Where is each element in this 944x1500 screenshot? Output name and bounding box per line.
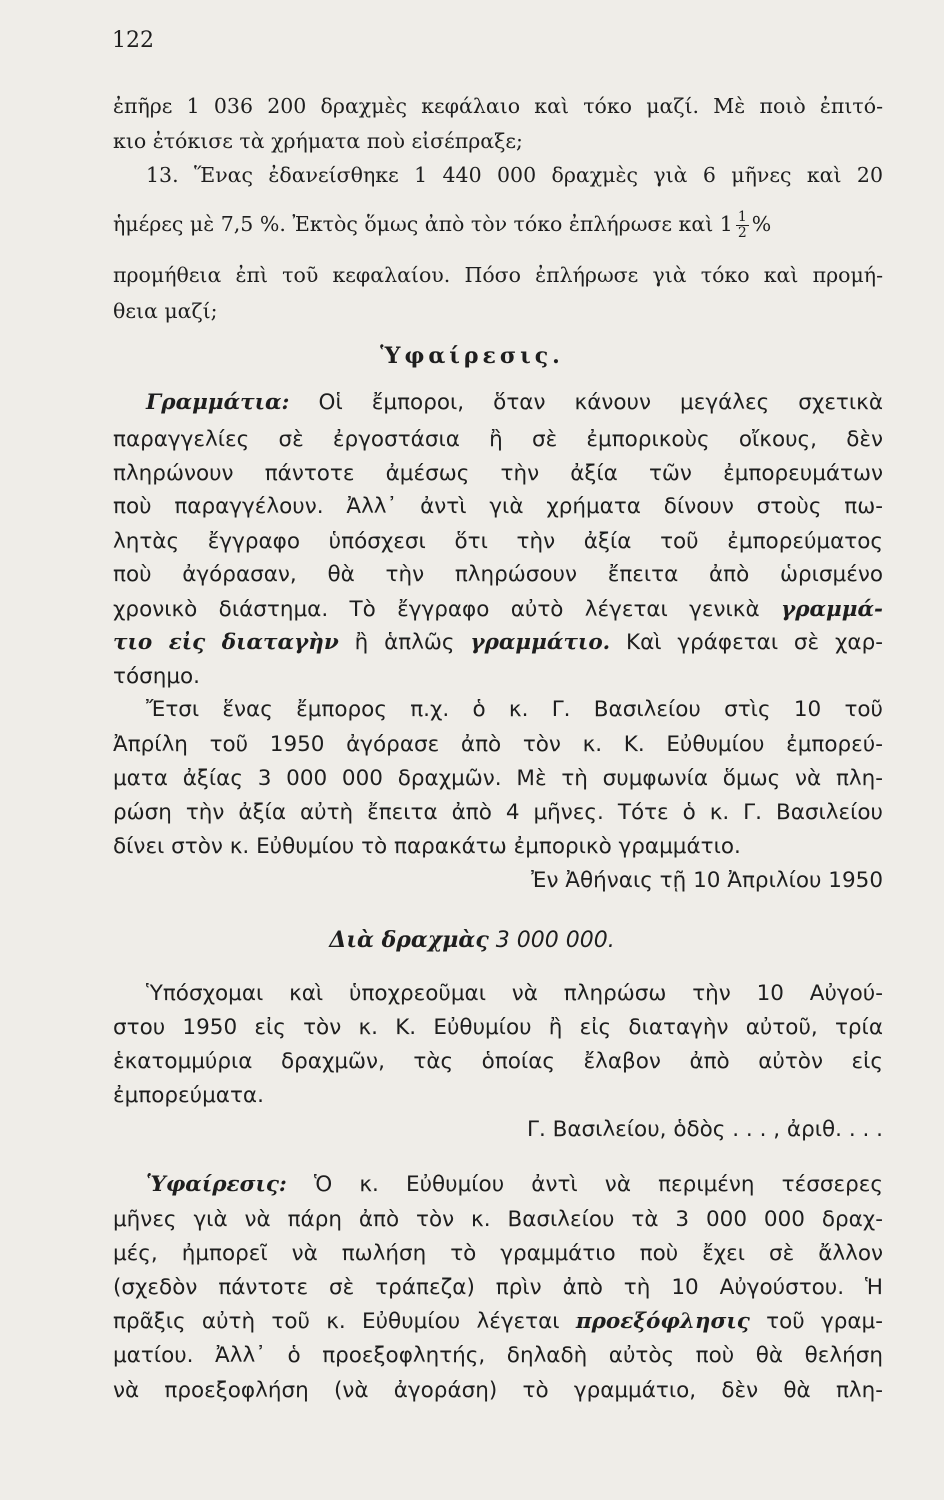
fraction-one-half (736, 210, 749, 241)
gram-line-1-rest: Οἱ ἔμποροι, ὅταν κάνουν μεγάλες σχετικὰ (289, 390, 883, 415)
term-yfairesis: Ὑφαίρεσις: (146, 1172, 287, 1197)
discount-line-5 (113, 1309, 883, 1335)
term-grammatio-hyphen: γραμμά- (781, 597, 883, 622)
example-line-1: Ἔτσι ἕνας ἔμπορος π.χ. ὁ κ. Γ. Βασιλείου στὶς 10 τοῦ (146, 697, 883, 722)
note-amount-value: 3 000 000. (495, 928, 615, 953)
discount-line-3: μές, ἠμπορεῖ νὰ πωλήση τὸ γραμμάτιο ποὺ ἔχει σὲ ἄλλον (113, 1241, 883, 1266)
discount-line-4: (σχεδὸν πάντοτε σὲ τράπεζα) πρὶν ἀπὸ τὴ 10 Αὐγούστου. Ἡ (113, 1275, 883, 1300)
gram-line-8-end: Καὶ γράφεται σὲ χαρ- (610, 630, 884, 655)
gram-line-5: λητὰς ἔγγραφο ὑπόσχεσι ὅτι τὴν ἀξία τοῦ ἐμπορεύματος (113, 529, 883, 554)
problem-13-line-1: 13. Ἕνας ἐδανείσθηκε 1 440 000 δραχμὲς γιὰ 6 μῆνες καὶ 20 (146, 163, 883, 187)
problem-12-line-1: ἐπῆρε 1 036 200 δραχμὲς κεφάλαιο καὶ τόκο μαζί. Μὲ ποιὸ ἐπιτό- (113, 94, 883, 118)
discount-line-6: ματίου. Ἀλλ᾿ ὁ προεξοφλητής, δηλαδὴ αὐτὸς ποὺ θὰ θελήση (113, 1343, 883, 1368)
fraction-numerator: 1 (737, 209, 747, 225)
fraction-denominator: 2 (737, 225, 747, 241)
discount-line-5-text: πρᾶξις αὐτὴ τοῦ κ. Εὐθυμίου λέγεται (113, 1309, 576, 1334)
gram-line-1 (146, 390, 883, 416)
discount-line-5-end: τοῦ γραμ- (749, 1309, 883, 1334)
problem-13-line-2-text: ἡμέρες μὲ 7,5 %. Ἐκτὸς ὅμως ἀπὸ τὸν τόκο ἐπλήρωσε καὶ 1 (113, 212, 733, 236)
gram-line-6: ποὺ ἀγόρασαν, θὰ τὴν πληρώσουν ἔπειτα ἀπὸ ὡρισμένο (113, 562, 883, 587)
problem-13-line-2 (113, 210, 883, 241)
example-line-3: ματα ἀξίας 3 000 000 δραχμῶν. Μὲ τὴ συμφωνία ὅμως νὰ πλη- (113, 766, 883, 791)
gram-line-8 (113, 630, 883, 656)
gram-line-2: παραγγελίες σὲ ἐργοστάσια ἢ σὲ ἐμπορικοὺς οἴκους, δὲν (113, 427, 883, 452)
discount-line-7: νὰ προεξοφλήση (νὰ ἀγοράση) τὸ γραμμάτιο, δὲν θὰ πλη- (113, 1378, 883, 1403)
gram-line-9: τόσημο. (113, 664, 201, 689)
note-body-line-4: ἐμπορεύματα. (113, 1083, 264, 1108)
problem-13-line-4: θεια μαζί; (113, 299, 218, 323)
discount-line-1 (146, 1172, 883, 1198)
problem-13-line-3: προμήθεια ἐπὶ τοῦ κεφαλαίου. Πόσο ἐπλήρωσε γιὰ τόκο καὶ προμή- (113, 263, 883, 287)
note-amount-label: Διὰ δραχμὰς (329, 927, 489, 953)
note-signature: Γ. Βασιλείου, ὁδὸς . . . , ἀριθ. . . . (526, 1117, 883, 1142)
note-body-line-3: ἑκατομμύρια δραχμῶν, τὰς ὁποίας ἔλαβον ἀπὸ αὐτὸν εἰς (113, 1049, 883, 1074)
example-line-4: ρώση τὴν ἀξία αὐτὴ ἔπειτα ἀπὸ 4 μῆνες. Τότε ὁ κ. Γ. Βασιλείου (113, 800, 883, 825)
page-number: 122 (112, 28, 154, 53)
term-grammatia: Γραμμάτια: (146, 390, 290, 415)
percent-sign: % (751, 212, 772, 236)
discount-line-1-rest: Ὁ κ. Εὐθυμίου ἀντὶ νὰ περιμένη τέσσερες (286, 1172, 883, 1197)
gram-line-3: πληρώνουν πάντοτε ἀμέσως τὴν ἀξία τῶν ἐμπορευμάτων (113, 461, 883, 486)
gram-line-7-text: χρονικὸ διάστημα. Τὸ ἔγγραφο αὐτὸ λέγεται γενικὰ (113, 597, 760, 622)
gram-line-7 (113, 597, 883, 623)
term-grammatio: γραμμάτιο. (470, 630, 611, 655)
example-line-5: δίνει στὸν κ. Εὐθυμίου τὸ παρακάτω ἐμπορικὸ γραμμάτιο. (113, 834, 741, 859)
note-place-date: Ἐν Ἀθήναις τῇ 10 Ἀπριλίου 1950 (531, 868, 883, 893)
note-amount (0, 927, 944, 954)
example-line-2: Ἀπρίλη τοῦ 1950 ἀγόρασε ἀπὸ τὸν κ. Κ. Εὐθυμίου ἐμπορεύ- (113, 732, 883, 757)
gram-line-4: ποὺ παραγγέλουν. Ἀλλ᾿ ἀντὶ γιὰ χρήματα δίνουν στοὺς πω- (113, 494, 883, 519)
note-body-line-1: Ὑπόσχομαι καὶ ὑποχρεοῦμαι νὰ πληρώσω τὴν 10 Αὐγού- (146, 981, 883, 1006)
term-proexoflisis: προεξόφλησις (575, 1309, 750, 1334)
term-eis-diatagin: τιο εἰς διαταγὴν (113, 630, 339, 655)
problem-12-line-2: κιο ἐτόκισε τὰ χρήματα ποὺ εἰσέπραξε; (113, 129, 523, 153)
gram-line-8-mid: ἢ ἁπλῶς (338, 630, 471, 655)
discount-line-2: μῆνες γιὰ νὰ πάρη ἀπὸ τὸν κ. Βασιλείου τὰ 3 000 000 δραχ- (113, 1207, 883, 1232)
note-body-line-2: στου 1950 εἰς τὸν κ. Κ. Εὐθυμίου ἢ εἰς διαταγὴν αὐτοῦ, τρία (113, 1015, 883, 1040)
section-heading: Ὑφαίρεσις. (380, 343, 564, 369)
